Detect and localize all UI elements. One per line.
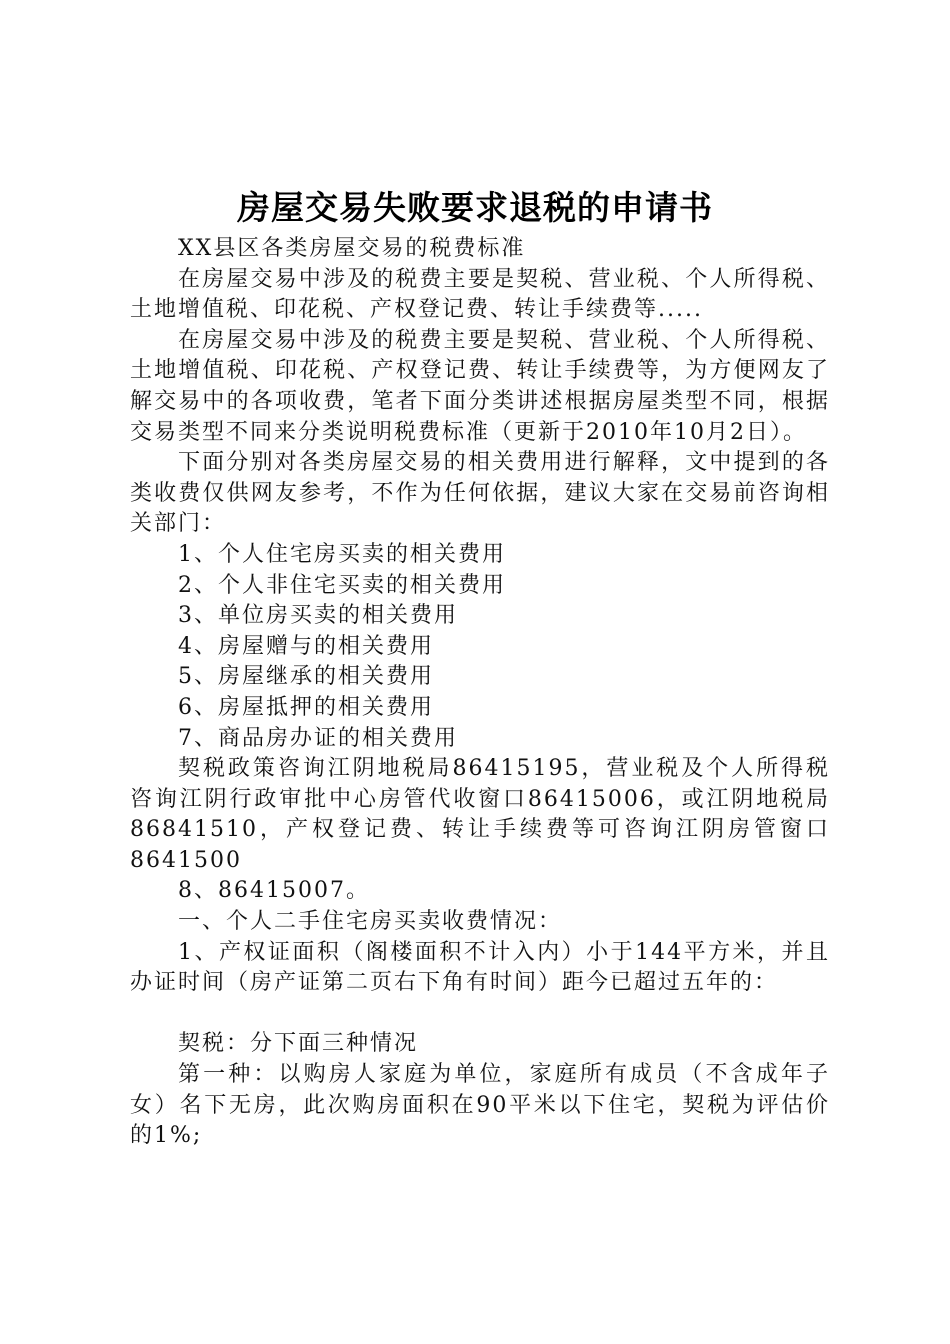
paragraph: 在房屋交易中涉及的税费主要是契税、营业税、个人所得税、土地增值税、印花税、产权登记费、转让手续费等.....: [130, 266, 830, 323]
document-body: [130, 234, 830, 1152]
list-item: 6、房屋抵押的相关费用: [178, 694, 434, 720]
section-heading: XX县区各类房屋交易的税费标准: [178, 236, 526, 261]
paragraph: 下面分别对各类房屋交易的相关费用进行解释，文中提到的各类收费仅供网友参考，不作为任何依据，建议大家在交易前咨询相关部门：: [130, 450, 830, 537]
blank-line: [130, 999, 830, 1030]
paragraph: 第一种：以购房人家庭为单位，家庭所有成员（不含成年子女）名下无房，此次购房面积在90平米以下住宅，契税为评估价的1%;: [130, 1062, 830, 1149]
list-item: 7、商品房办证的相关费用: [178, 725, 458, 751]
list-item: 4、房屋赠与的相关费用: [178, 633, 434, 659]
document-title: 房屋交易失败要求退税的申请书: [237, 188, 713, 227]
list-item: 5、房屋继承的相关费用: [178, 664, 434, 690]
paragraph: 契税：分下面三种情况: [178, 1031, 419, 1057]
list-item: 3、单位房买卖的相关费用: [178, 603, 458, 629]
paragraph: 在房屋交易中涉及的税费主要是契税、营业税、个人所得税、土地增值税、印花税、产权登记费、转让手续费等，为方便网友了解交易中的各项收费，笔者下面分类讲述根据房屋类型不同，根据交易类型不同来分类说明税费标准（更新于2010年10月2日）。: [130, 327, 830, 445]
paragraph: 1、产权证面积（阁楼面积不计入内）小于144平方米，并且办证时间（房产证第二页右下角有时间）距今已超过五年的：: [130, 939, 830, 996]
section-heading: 一、个人二手住宅房买卖收费情况：: [178, 909, 563, 935]
paragraph: 8、86415007。: [178, 878, 370, 904]
list-item: 2、个人非住宅买卖的相关费用: [178, 572, 506, 598]
list-item: 1、个人住宅房买卖的相关费用: [178, 541, 506, 567]
paragraph: 契税政策咨询江阴地税局86415195，营业税及个人所得税咨询江阴行政审批中心房管代收窗口86415006，或江阴地税局86841510，产权登记费、转让手续费等可咨询江阴房管窗口8641500: [130, 756, 830, 873]
